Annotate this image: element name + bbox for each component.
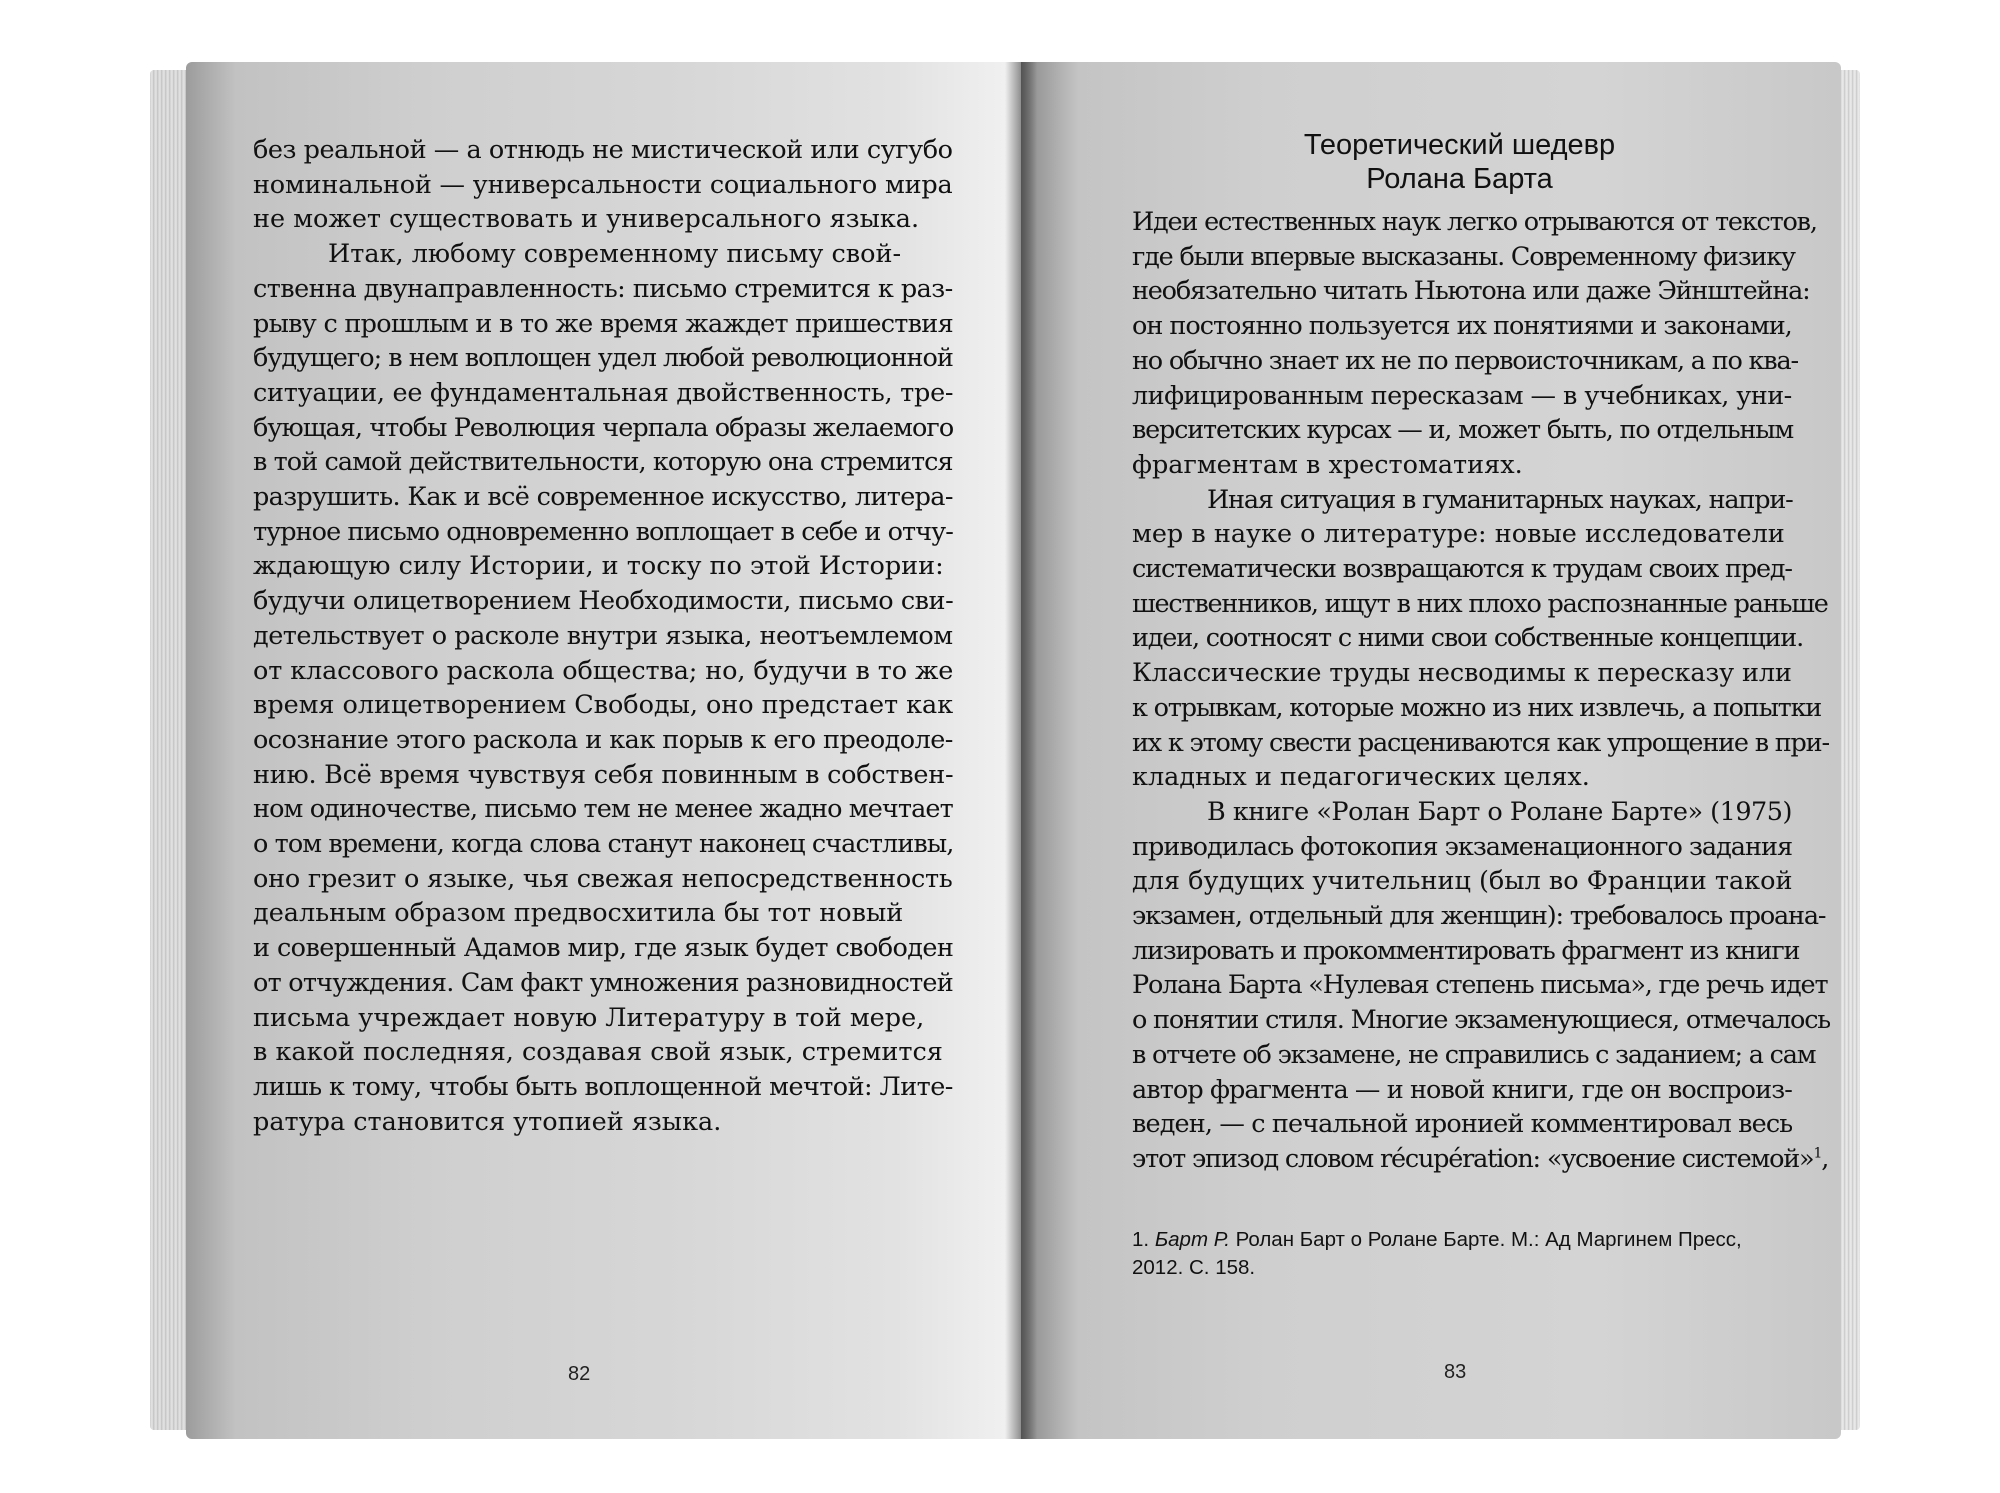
text-line — [253, 862, 953, 897]
chapter-heading — [1132, 128, 1787, 196]
text-line — [253, 688, 953, 723]
text-line — [253, 896, 953, 931]
page-number-left: 82 — [568, 1363, 591, 1385]
text-line — [1132, 934, 1800, 969]
text-line — [1132, 1142, 1829, 1177]
text-line-content: ном одиночестве, письмо тем не менее жадно мечтает — [253, 794, 953, 825]
paragraph — [253, 237, 953, 1139]
text-line — [253, 619, 953, 654]
text-line — [1132, 1003, 1830, 1038]
text-line — [253, 376, 953, 411]
text-line-content: лишь к тому, чтобы быть воплощенной мечтой: Лите- — [253, 1071, 953, 1102]
text-line-content: кладных и педагогических целях. — [1132, 762, 1590, 793]
text-line-content: идеи, соотносят с ними свои собственные концепции. — [1132, 623, 1803, 654]
text-line-content: время олицетворением Свободы, оно предстает как — [253, 690, 954, 721]
text-line — [1132, 760, 1792, 795]
text-line-content: верситетских курсах — и, может быть, по отдельным — [1132, 415, 1794, 446]
text-line — [1132, 1107, 1792, 1142]
text-line — [1132, 552, 1792, 587]
text-line-content: систематически возвращаются к трудам своих пред- — [1132, 554, 1792, 585]
text-line — [1132, 309, 1792, 344]
text-line-content: лифицированным пересказам — в учебниках, уни- — [1132, 380, 1792, 411]
text-line — [1132, 379, 1792, 414]
text-line-content: детельствует о расколе внутри языка, неотъемлемом — [253, 620, 953, 651]
text-line — [1132, 413, 1792, 448]
text-line-content: Идеи естественных наук легко отрываются от текстов, — [1132, 207, 1817, 237]
text-line — [1132, 483, 1792, 518]
text-line — [1132, 205, 1817, 240]
text-line — [253, 1035, 953, 1070]
text-line-content: будущего; в нем воплощен удел любой революционной — [253, 343, 953, 374]
text-line-content: лизировать и прокомментировать фрагмент из книги — [1132, 935, 1800, 966]
footnote-author: Барт Р. — [1154, 1228, 1230, 1251]
text-line-content: ственна двунаправленность: письмо стремится к раз- — [253, 273, 953, 304]
text-line-content: Иная ситуация в гуманитарных науках, напри- — [1207, 484, 1793, 515]
text-line — [1132, 587, 1828, 622]
text-line — [1132, 830, 1792, 865]
text-line — [1132, 1073, 1792, 1108]
text-line — [253, 515, 953, 550]
text-line — [253, 411, 953, 446]
text-line — [1132, 240, 1795, 275]
text-line-content: Итак, любому современному письму свой- — [328, 239, 902, 270]
text-line — [253, 1001, 953, 1036]
text-line-content: фрагментам в хрестоматиях. — [1132, 449, 1523, 480]
text-line-content: ждающую силу Истории, и тоску по этой Истории: — [253, 551, 944, 582]
text-line-content: о том времени, когда слова станут наконец счастливы, — [253, 829, 954, 860]
footnote-line-2: 2012. С. 158. — [1132, 1256, 1256, 1279]
text-line-content: в той самой действительности, которую она стремится — [253, 447, 953, 478]
text-line — [253, 307, 953, 342]
text-line — [253, 758, 953, 793]
text-line — [1132, 517, 1792, 552]
text-line — [1132, 274, 1810, 309]
text-line — [1132, 864, 1792, 899]
text-line-content: в какой последняя, создавая свой язык, стремится — [253, 1037, 943, 1068]
text-line — [253, 827, 953, 862]
paragraph — [253, 133, 953, 237]
text-line-content: от классового раскола общества; но, будучи в то же — [253, 655, 954, 686]
text-line — [253, 272, 953, 307]
text-line-content: приводилась фотокопия экзаменационного задания — [1132, 831, 1793, 862]
text-line-content: Классические труды несводимы к пересказу или — [1132, 658, 1792, 689]
text-line-content: этот эпизод словом récupération: «усвоение системой» — [1132, 1143, 1814, 1174]
paragraph — [1132, 483, 1829, 795]
text-line — [253, 549, 953, 584]
footnote-text: Ролан Барт о Ролане Барте. М.: Ад Маргинем Пресс, — [1235, 1228, 1742, 1251]
left-page-text — [253, 133, 953, 1139]
text-line — [253, 792, 953, 827]
text-line-content: рыву с прошлым и в то же время жаждет пришествия — [253, 308, 953, 339]
text-line — [1132, 621, 1803, 656]
text-line — [253, 445, 953, 480]
right-page-text — [1132, 205, 1830, 1177]
text-line — [1132, 448, 1792, 483]
text-line-content: но обычно знает их не по первоисточникам, а по ква- — [1132, 345, 1798, 376]
text-line-content: он постоянно пользуется их понятиями и законами, — [1132, 311, 1792, 342]
text-line — [1132, 899, 1826, 934]
text-line-content: ратура становится утопией языка. — [253, 1106, 722, 1137]
text-line — [253, 584, 953, 619]
text-line-content: их к этому свести расцениваются как упрощение в при- — [1132, 727, 1829, 758]
text-line — [253, 1070, 953, 1105]
text-line — [1132, 726, 1829, 761]
text-line — [1132, 968, 1828, 1003]
text-line-content: веден, — с печальной иронией комментировал весь — [1132, 1109, 1793, 1140]
paragraph — [1132, 205, 1817, 483]
text-line — [253, 966, 953, 1001]
chapter-heading-line-2: Ролана Барта — [1366, 163, 1553, 195]
text-line — [253, 723, 953, 758]
text-line-content: не может существовать и универсального языка. — [253, 204, 920, 235]
text-line — [253, 654, 953, 689]
text-line — [253, 237, 953, 272]
text-line — [253, 480, 953, 515]
text-line-content: разрушить. Как и всё современное искусство, литера- — [253, 482, 953, 513]
text-line-content: В книге «Ролан Барт о Ролане Барте» (1975) — [1207, 796, 1792, 827]
text-line-content: бующая, чтобы Революция черпала образы желаемого — [253, 412, 954, 443]
text-line-content: осознание этого раскола и как порыв к его преодоле- — [253, 724, 953, 755]
text-line-content: турное письмо одновременно воплощает в себе и отчу- — [253, 516, 953, 547]
text-line-content: для будущих учительниц (был во Франции такой — [1132, 866, 1793, 897]
text-line-content: к отрывкам, которые можно из них извлечь, а попытки — [1132, 692, 1822, 723]
footnote-number: 1. — [1132, 1228, 1150, 1251]
text-line — [253, 202, 953, 237]
text-line-content: нию. Всё время чувствуя себя повинным в собствен- — [253, 759, 954, 790]
footnote — [1132, 1226, 1792, 1282]
page-number-right: 83 — [1444, 1361, 1467, 1383]
text-line — [253, 1105, 953, 1140]
text-line-content: без реальной — а отнюдь не мистической или сугубо — [253, 135, 953, 165]
text-line — [1132, 1038, 1816, 1073]
text-line — [253, 341, 953, 376]
trailing-punctuation: , — [1821, 1143, 1829, 1174]
text-line-content: номинальной — универсальности социального мира — [253, 169, 953, 200]
text-line — [1132, 795, 1792, 830]
text-line-content: письма учреждает новую Литературу в той мере, — [253, 1002, 925, 1033]
text-line — [1132, 656, 1792, 691]
text-line-content: экзамен, отдельный для женщин): требовалось проана- — [1132, 901, 1826, 932]
text-line-content: мер в науке о литературе: новые исследователи — [1132, 519, 1785, 550]
text-line-content: необязательно читать Ньютона или даже Эйнштейна: — [1132, 276, 1810, 307]
text-line — [253, 168, 953, 203]
text-line-content: где были впервые высказаны. Современному физику — [1132, 241, 1795, 272]
text-line-content: в отчете об экзамене, не справились с заданием; а сам — [1132, 1039, 1816, 1070]
text-line-content: оно грезит о языке, чья свежая непосредственность — [253, 863, 953, 894]
text-line-content: ситуации, ее фундаментальная двойственность, тре- — [253, 377, 954, 408]
text-line-content: шественников, ищут в них плохо распознанные раньше — [1132, 588, 1828, 619]
footnote-reference[interactable]: 1 — [1813, 1145, 1822, 1162]
text-line — [1132, 344, 1798, 379]
text-line-content: деальным образом предвосхитила бы тот новый — [253, 898, 904, 929]
text-line-content: о понятии стиля. Многие экзаменующиеся, отмечалось — [1132, 1005, 1830, 1036]
paragraph — [1132, 795, 1830, 1177]
footnote-line-1 — [1132, 1226, 1792, 1254]
text-line — [1132, 691, 1822, 726]
book-spine-shadow — [1005, 62, 1037, 1439]
text-line-content: и совершенный Адамов мир, где язык будет свободен — [253, 933, 954, 964]
text-line-content: автор фрагмента — и новой книги, где он воспроиз- — [1132, 1074, 1792, 1105]
text-line — [253, 133, 953, 168]
text-line-content: Ролана Барта «Нулевая степень письма», где речь идет — [1132, 970, 1828, 1001]
chapter-heading-line-1: Теоретический шедевр — [1303, 129, 1616, 161]
text-line-content: от отчуждения. Сам факт умножения разновидностей — [253, 967, 953, 998]
text-line — [253, 931, 953, 966]
text-line-content: будучи олицетворением Необходимости, письмо сви- — [253, 586, 954, 617]
